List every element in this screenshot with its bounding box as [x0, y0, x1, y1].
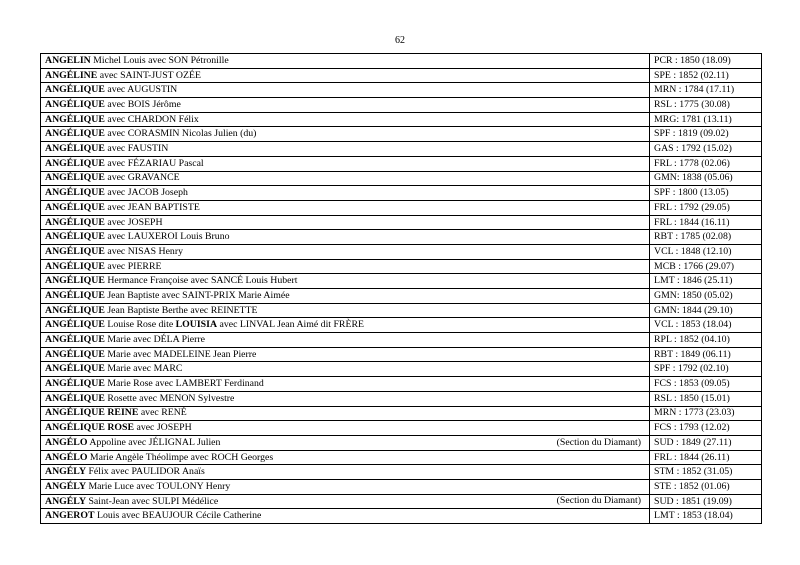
- entry-name-cell: [41, 465, 650, 480]
- entry-surname: ANGÉLIQUE: [45, 348, 105, 360]
- entry-details: Marie Luce avec TOULONY Henry: [86, 480, 231, 492]
- entry-details: Hermance Françoise avec SANCÉ Louis Hubert: [104, 275, 298, 287]
- table-row: [41, 391, 762, 406]
- entry-reference-cell: LMT : 1846 (25.11): [650, 274, 762, 289]
- entry-surname: ANGÉLIQUE: [45, 378, 105, 390]
- entry-surname: ANGÉLIQUE REINE: [45, 407, 139, 419]
- entry-surname: ANGÉLIQUE: [45, 201, 105, 213]
- entry-name-cell: [41, 347, 650, 362]
- entry-surname: ANGÉLO: [45, 451, 88, 463]
- entry-surname: ANGELIN: [45, 54, 91, 66]
- entry-reference-cell: GMN: 1844 (29.10): [650, 303, 762, 318]
- entry-name-cell: [41, 215, 650, 230]
- entry-name-cell: [41, 259, 650, 274]
- entry-reference-cell: SUD : 1849 (27.11): [650, 435, 762, 450]
- entry-reference-cell: MRN : 1784 (17.11): [650, 83, 762, 98]
- entry-name-cell: [41, 333, 650, 348]
- entry-name-cell: [41, 289, 650, 304]
- table-row: [41, 142, 762, 157]
- registry-rows: [41, 54, 762, 524]
- entry-details: Louise Rose dite: [104, 319, 176, 331]
- entry-reference-cell: FCS : 1853 (09.05): [650, 377, 762, 392]
- table-row: [41, 171, 762, 186]
- entry-name-cell: [41, 274, 650, 289]
- entry-reference-cell: GMN: 1850 (05.02): [650, 289, 762, 304]
- table-row: [41, 112, 762, 127]
- entry-alias: LOUISIA: [175, 319, 218, 331]
- entry-details: Félix avec PAULIDOR Anaïs: [86, 466, 205, 478]
- entry-surname: ANGÉLY: [45, 480, 87, 492]
- entry-details: Saint-Jean avec SULPI Médélice: [86, 495, 219, 507]
- entry-surname: ANGÉLINE: [45, 69, 98, 81]
- entry-details: avec LAUXEROI Louis Bruno: [104, 231, 230, 243]
- entry-surname: ANGÉLIQUE: [45, 275, 105, 287]
- entry-details: Rosette avec MENON Sylvestre: [104, 392, 235, 404]
- entry-reference-cell: FRL : 1844 (26.11): [650, 450, 762, 465]
- table-row: [41, 362, 762, 377]
- entry-details: avec CHARDON Félix: [104, 113, 199, 125]
- entry-surname: ANGÉLIQUE: [45, 304, 105, 316]
- entry-details: avec CORASMIN Nicolas Julien (du): [104, 128, 257, 140]
- entry-name-cell: [41, 509, 650, 524]
- entry-reference-cell: VCL : 1848 (12.10): [650, 244, 762, 259]
- entry-reference-cell: RBT : 1785 (02.08): [650, 230, 762, 245]
- table-row: [41, 406, 762, 421]
- table-row: [41, 435, 762, 450]
- entry-name-cell: [41, 127, 650, 142]
- entry-details-continued: avec LINVAL Jean Aimé dit FRÈRE: [217, 319, 364, 331]
- entry-details: avec FÉZARIAU Pascal: [104, 157, 204, 169]
- entry-reference-cell: STM : 1852 (31.05): [650, 465, 762, 480]
- entry-reference-cell: RSL : 1775 (30.08): [650, 98, 762, 113]
- entry-name-cell: [41, 494, 650, 509]
- table-row: [41, 244, 762, 259]
- entry-details: avec AUGUSTIN: [104, 84, 178, 96]
- entry-name-cell: [41, 200, 650, 215]
- table-row: [41, 494, 762, 509]
- entry-details: Marie avec MARC: [104, 363, 183, 375]
- table-row: [41, 274, 762, 289]
- table-row: [41, 230, 762, 245]
- table-row: [41, 127, 762, 142]
- entry-name-cell: [41, 435, 650, 450]
- entry-surname: ANGÉLIQUE: [45, 245, 105, 257]
- entry-surname: ANGÉLY: [45, 466, 87, 478]
- entry-surname: ANGÉLIQUE: [45, 187, 105, 199]
- entry-name-cell: [41, 450, 650, 465]
- entry-name-cell: [41, 68, 650, 83]
- entry-surname: ANGÉLIQUE ROSE: [45, 422, 135, 434]
- entry-reference-cell: FCS : 1793 (12.02): [650, 421, 762, 436]
- entry-name-cell: [41, 406, 650, 421]
- entry-reference-cell: SPF : 1792 (02.10): [650, 362, 762, 377]
- registry-table: [40, 53, 762, 524]
- entry-reference-cell: GAS : 1792 (15.02): [650, 142, 762, 157]
- entry-surname: ANGÉLIQUE: [45, 334, 105, 345]
- entry-reference-cell: RBT : 1849 (06.11): [650, 347, 762, 362]
- entry-reference-cell: MRG: 1781 (13.11): [650, 112, 762, 127]
- entry-surname: ANGÉLIQUE: [45, 157, 105, 169]
- table-row: [41, 333, 762, 348]
- table-row: [41, 450, 762, 465]
- entry-details: Marie avec MADELEINE Jean Pierre: [104, 348, 257, 360]
- table-row: [41, 186, 762, 201]
- table-row: [41, 83, 762, 98]
- entry-details: avec JOSEPH: [134, 422, 192, 434]
- entry-reference-cell: MCB : 1766 (29.07): [650, 259, 762, 274]
- table-row: [41, 509, 762, 524]
- entry-details: Louis avec BEAUJOUR Cécile Catherine: [94, 510, 262, 522]
- entry-reference-cell: SPF : 1800 (13.05): [650, 186, 762, 201]
- entry-details: Jean Baptiste avec SAINT-PRIX Marie Aimée: [104, 289, 290, 301]
- entry-details: Jean Baptiste Berthe avec REINETTE: [104, 304, 258, 316]
- table-row: [41, 289, 762, 304]
- entry-name-cell: [41, 479, 650, 494]
- entry-details: avec PIERRE: [104, 260, 162, 272]
- entry-surname: ANGEROT: [45, 510, 95, 522]
- entry-reference-cell: FRL : 1778 (02.06): [650, 156, 762, 171]
- entry-reference-cell: FRL : 1844 (16.11): [650, 215, 762, 230]
- entry-reference-cell: SUD : 1851 (19.09): [650, 494, 762, 509]
- entry-reference-cell: PCR : 1850 (18.09): [650, 54, 762, 69]
- section-note: (Section du Diamant): [556, 495, 641, 507]
- entry-details: avec SAINT-JUST OZÉE: [97, 69, 201, 81]
- entry-reference-cell: RPL : 1852 (04.10): [650, 333, 762, 348]
- entry-surname: ANGÉLIQUE: [45, 172, 105, 184]
- entry-name-cell: [41, 83, 650, 98]
- table-row: [41, 68, 762, 83]
- entry-details: avec FAUSTIN: [104, 143, 169, 155]
- table-row: [41, 421, 762, 436]
- table-row: [41, 259, 762, 274]
- table-row: [41, 347, 762, 362]
- entry-details: avec JACOB Joseph: [104, 187, 188, 199]
- entry-surname: ANGÉLIQUE: [45, 216, 105, 228]
- entry-surname: ANGÉLIQUE: [45, 260, 105, 272]
- entry-surname: ANGÉLIQUE: [45, 392, 105, 404]
- entry-details: avec JOSEPH: [104, 216, 163, 228]
- entry-name-cell: [41, 54, 650, 69]
- entry-reference-cell: RSL : 1850 (15.01): [650, 391, 762, 406]
- entry-name-cell: [41, 98, 650, 113]
- table-row: [41, 215, 762, 230]
- table-row: [41, 156, 762, 171]
- table-row: [41, 318, 762, 333]
- entry-name-cell: [41, 318, 650, 333]
- section-note: (Section du Diamant): [556, 436, 641, 448]
- entry-reference-cell: SPF : 1819 (09.02): [650, 127, 762, 142]
- entry-surname: ANGÉLIQUE: [45, 231, 105, 243]
- table-row: [41, 377, 762, 392]
- entry-surname: ANGÉLIQUE: [45, 128, 105, 140]
- entry-details: Marie Angèle Théolimpe avec ROCH Georges: [87, 451, 274, 463]
- entry-name-cell: [41, 186, 650, 201]
- entry-details: Appoline avec JÉLIGNAL Julien: [87, 436, 221, 448]
- entry-surname: ANGÉLO: [45, 436, 88, 448]
- entry-name-cell: [41, 391, 650, 406]
- entry-surname: ANGÉLIQUE: [45, 289, 105, 301]
- entry-reference-cell: MRN : 1773 (23.03): [650, 406, 762, 421]
- entry-details: avec JEAN BAPTISTE: [104, 201, 200, 213]
- entry-reference-cell: LMT : 1853 (18.04): [650, 509, 762, 524]
- entry-name-cell: [41, 377, 650, 392]
- entry-name-cell: [41, 421, 650, 436]
- table-row: [41, 303, 762, 318]
- entry-surname: ANGÉLIQUE: [45, 143, 105, 155]
- entry-reference-cell: FRL : 1792 (29.05): [650, 200, 762, 215]
- entry-details: Michel Louis avec SON Pétronille: [90, 54, 229, 66]
- entry-reference-cell: STE : 1852 (01.06): [650, 479, 762, 494]
- entry-details: Marie Rose avec LAMBERT Ferdinand: [104, 378, 264, 390]
- entry-name-cell: [41, 362, 650, 377]
- table-row: [41, 98, 762, 113]
- entry-details: avec NISAS Henry: [104, 245, 183, 257]
- entry-name-cell: [41, 142, 650, 157]
- entry-name-cell: [41, 303, 650, 318]
- entry-name-cell: [41, 244, 650, 259]
- entry-details: avec BOIS Jérôme: [104, 99, 181, 110]
- entry-surname: ANGÉLIQUE: [45, 319, 105, 331]
- entry-details: Marie avec DÉLA Pierre: [104, 334, 205, 345]
- entry-details: avec RENÉ: [138, 407, 187, 419]
- entry-surname: ANGÉLY: [45, 495, 87, 507]
- entry-surname: ANGÉLIQUE: [45, 84, 105, 96]
- table-row: [41, 200, 762, 215]
- entry-reference-cell: SPE : 1852 (02.11): [650, 68, 762, 83]
- entry-reference-cell: VCL : 1853 (18.04): [650, 318, 762, 333]
- entry-surname: ANGÉLIQUE: [45, 99, 105, 110]
- entry-name-cell: [41, 112, 650, 127]
- entry-details: avec GRAVANCE: [104, 172, 180, 184]
- entry-name-cell: [41, 230, 650, 245]
- entry-reference-cell: GMN: 1838 (05.06): [650, 171, 762, 186]
- entry-surname: ANGÉLIQUE: [45, 363, 105, 375]
- entry-name-cell: [41, 156, 650, 171]
- table-row: [41, 465, 762, 480]
- entry-name-cell: [41, 171, 650, 186]
- page-number: 62: [395, 35, 405, 46]
- entry-surname: ANGÉLIQUE: [45, 113, 105, 125]
- table-row: [41, 54, 762, 69]
- table-row: [41, 479, 762, 494]
